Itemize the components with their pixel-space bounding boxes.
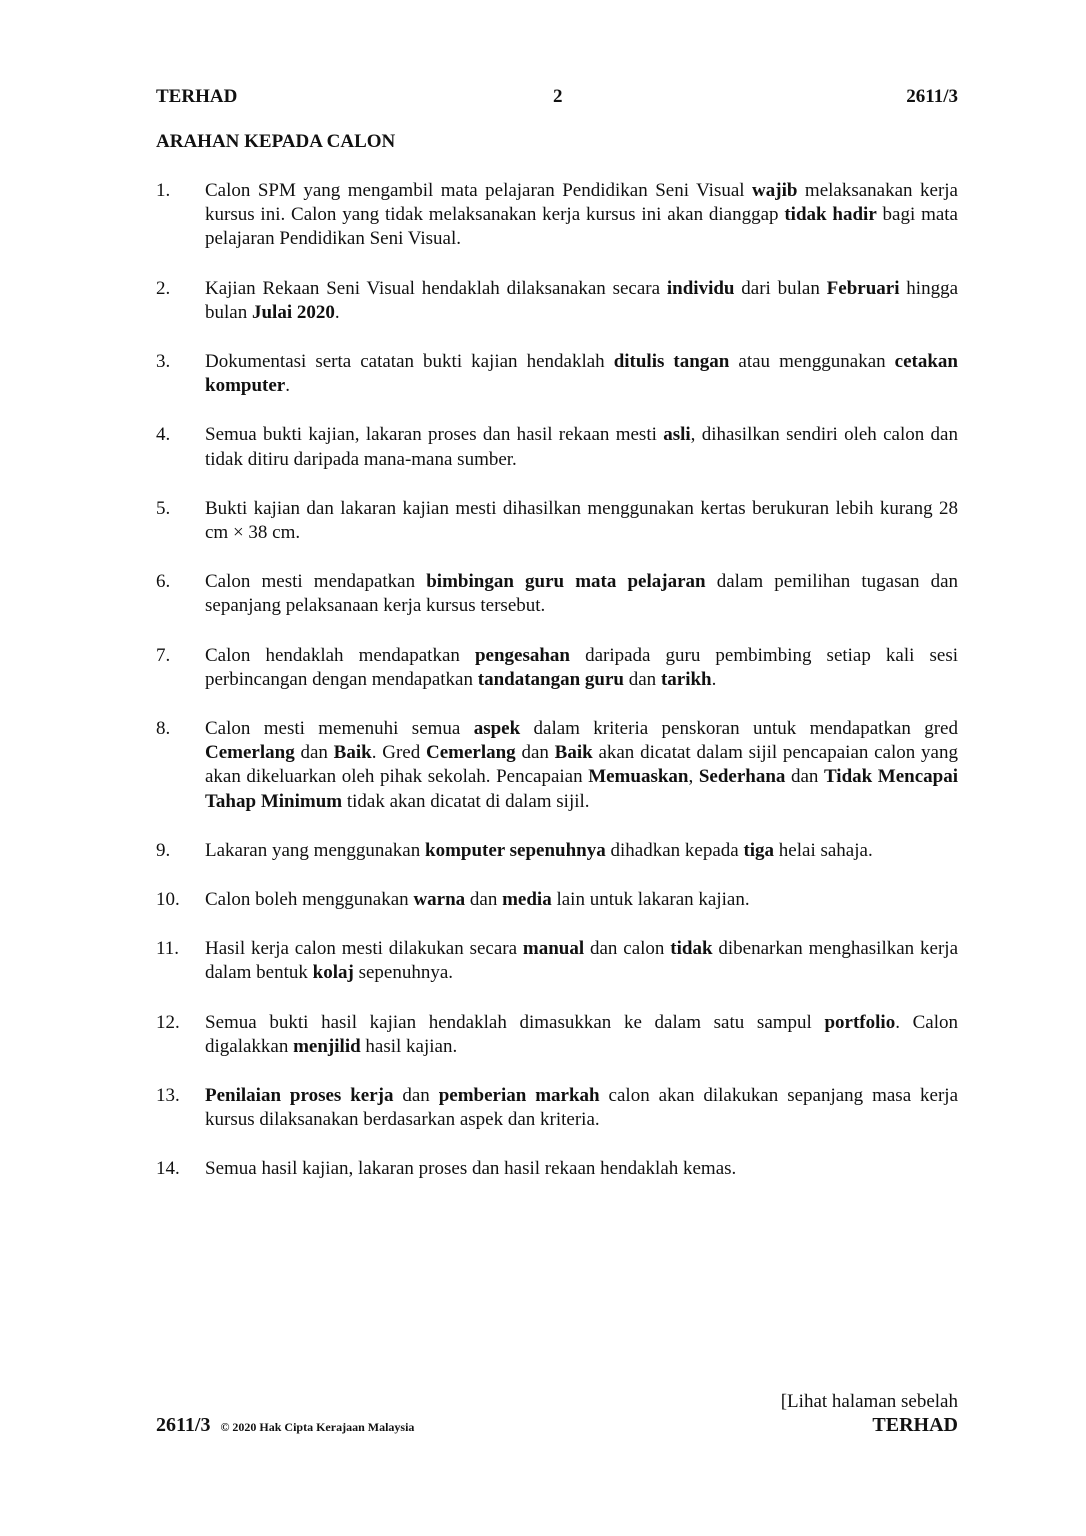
instruction-number: 6. xyxy=(156,571,171,593)
text-run: dihadkan kepada xyxy=(605,839,744,861)
emphasis-text: Julai 2020 xyxy=(251,301,335,323)
text-run: dalam kriteria penskoran untuk mendapatkan gred xyxy=(520,718,958,740)
text-run: tidak akan dicatat di dalam sijil. xyxy=(342,790,590,812)
instruction-number: 9. xyxy=(156,839,171,861)
instruction-item xyxy=(156,1084,958,1132)
instruction-item xyxy=(156,717,958,814)
instruction-number: 3. xyxy=(156,351,171,373)
instruction-text xyxy=(205,1084,958,1132)
instruction-number: 1. xyxy=(156,180,171,201)
instruction-number: 8. xyxy=(156,718,171,740)
text-run: Calon boleh menggunakan xyxy=(205,889,414,911)
instruction-number: 12. xyxy=(156,1011,180,1033)
instruction-number: 13. xyxy=(156,1085,180,1107)
emphasis-text: wajib xyxy=(752,180,798,201)
emphasis-text: ditulis tangan xyxy=(613,351,730,373)
instruction-text xyxy=(205,179,958,252)
text-run: hingga bulan xyxy=(205,277,959,323)
text-run: dan xyxy=(785,766,824,788)
text-run: dan calon xyxy=(584,938,671,960)
emphasis-text: warna xyxy=(413,889,466,911)
text-run: dibenarkan menghasilkan kerja dalam bentuk xyxy=(205,938,958,984)
text-run: Semua hasil kajian, lakaran proses dan hasil rekaan hendaklah kemas. xyxy=(205,1158,737,1180)
instruction-item xyxy=(156,179,958,252)
footer-classification: TERHAD xyxy=(872,1414,958,1436)
text-run: dan xyxy=(393,1085,439,1107)
text-run: dan xyxy=(294,742,334,764)
text-run: Calon hendaklah mendapatkan xyxy=(205,644,475,666)
text-run: dalam pemilihan tugasan dan sepanjang pelaksanaan kerja kursus tersebut. xyxy=(205,571,958,617)
text-run: Lakaran yang menggunakan xyxy=(205,839,425,861)
page-header xyxy=(156,86,958,110)
instruction-number: 2. xyxy=(156,277,171,299)
text-run: , xyxy=(688,766,699,788)
header-paper-code: 2611/3 xyxy=(906,86,958,107)
text-run: . xyxy=(285,375,290,397)
emphasis-text: asli xyxy=(663,424,691,446)
text-run: Semua bukti hasil kajian hendaklah dimasukkan ke dalam satu sampul xyxy=(205,1011,825,1033)
text-run: lain untuk lakaran kajian. xyxy=(551,889,750,911)
instruction-item xyxy=(156,839,958,863)
text-run: . Gred xyxy=(371,742,426,764)
instruction-text xyxy=(205,277,958,325)
emphasis-text: Cemerlang xyxy=(205,742,295,764)
emphasis-text: Baik xyxy=(333,742,372,764)
emphasis-text: Cemerlang xyxy=(425,742,516,764)
copyright-notice: © 2020 Hak Cipta Kerajaan Malaysia xyxy=(220,1420,415,1434)
emphasis-text: Baik xyxy=(554,742,593,764)
text-run: Calon SPM yang mengambil mata pelajaran Pendidikan Seni Visual xyxy=(205,180,753,201)
instruction-number: 11. xyxy=(156,938,180,960)
instruction-text xyxy=(205,570,958,618)
instruction-number: 7. xyxy=(156,644,171,666)
text-run: . Calon digalakkan xyxy=(205,1011,959,1057)
instruction-text xyxy=(205,644,958,692)
instruction-number: 4. xyxy=(156,424,171,446)
emphasis-text: Tidak Mencapai Tahap Minimum xyxy=(205,766,958,812)
instruction-item xyxy=(156,937,958,985)
instruction-item xyxy=(156,570,958,618)
emphasis-text: pemberian markah xyxy=(438,1085,600,1107)
instruction-text xyxy=(205,1157,958,1181)
emphasis-text: Penilaian proses kerja xyxy=(205,1085,394,1107)
instruction-text xyxy=(205,350,958,398)
text-run: Semua bukti kajian, lakaran proses dan hasil rekaan mesti xyxy=(205,424,664,446)
header-classification: TERHAD xyxy=(156,86,238,107)
text-run: Hasil kerja calon mesti dilakukan secara xyxy=(205,938,523,960)
text-run: akan dicatat dalam sijil pencapaian calon yang akan dikeluarkan oleh pihak sekolah. Pencapaian xyxy=(205,742,958,788)
text-run: dan xyxy=(465,889,503,911)
instruction-text xyxy=(205,1011,958,1059)
instruction-item xyxy=(156,1157,958,1181)
text-run: dari bulan xyxy=(734,277,827,299)
footer-paper-code: 2611/3 xyxy=(156,1414,211,1436)
text-run: Calon mesti memenuhi semua xyxy=(205,718,474,740)
instruction-list xyxy=(156,179,958,1207)
text-run: dan xyxy=(624,668,661,690)
instruction-text xyxy=(205,888,958,912)
text-run: melaksanakan kerja kursus ini. Calon yang tidak melaksanakan kerja kursus ini akan dianggap xyxy=(205,180,958,226)
text-run: helai sahaja. xyxy=(774,839,873,861)
text-run: , dihasilkan sendiri oleh calon dan tidak ditiru daripada mana-mana sumber. xyxy=(205,424,958,470)
emphasis-text: tiga xyxy=(743,839,775,861)
section-title: ARAHAN KEPADA CALON xyxy=(156,131,396,152)
text-run: Calon mesti mendapatkan xyxy=(205,571,427,593)
instruction-text xyxy=(205,937,958,985)
footer-left xyxy=(156,1414,414,1437)
text-run: . xyxy=(711,668,717,690)
emphasis-text: bimbingan guru mata pelajaran xyxy=(426,571,706,593)
text-run: daripada guru pembimbing setiap kali sesi perbincangan dengan mendapatkan xyxy=(205,644,958,690)
instruction-item xyxy=(156,888,958,912)
instruction-number: 5. xyxy=(156,497,171,519)
emphasis-text: menjilid xyxy=(293,1035,361,1057)
emphasis-text: Memuaskan xyxy=(588,766,689,788)
instruction-item xyxy=(156,423,958,471)
emphasis-text: Februari xyxy=(826,277,900,299)
text-run: calon akan dilakukan sepanjang masa kerja kursus dilaksanakan berdasarkan aspek dan kriteria. xyxy=(205,1085,959,1131)
text-run: Kajian Rekaan Seni Visual hendaklah dilaksanakan secara xyxy=(205,277,667,299)
text-run: hasil kajian. xyxy=(360,1035,458,1057)
instruction-item xyxy=(156,497,958,545)
page-number: 2 xyxy=(553,86,563,107)
instruction-item xyxy=(156,1011,958,1059)
emphasis-text: pengesahan xyxy=(474,644,570,666)
emphasis-text: cetakan komputer xyxy=(205,351,958,397)
emphasis-text: manual xyxy=(522,938,585,960)
instruction-text xyxy=(205,839,958,863)
text-run: sepenuhnya. xyxy=(353,962,454,984)
text-run: dan xyxy=(515,742,555,764)
emphasis-text: tidak hadir xyxy=(784,204,877,226)
instruction-item xyxy=(156,644,958,692)
emphasis-text: komputer sepenuhnya xyxy=(425,839,606,861)
instruction-item xyxy=(156,277,958,325)
instruction-text xyxy=(205,717,958,814)
emphasis-text: Sederhana xyxy=(698,766,786,788)
text-run: Bukti kajian dan lakaran kajian mesti dihasilkan menggunakan kertas berukuran lebih kurang 28 cm × 38 cm. xyxy=(205,497,958,544)
instruction-item xyxy=(156,350,958,398)
text-run: Dokumentasi serta catatan bukti kajian hendaklah xyxy=(205,351,614,373)
emphasis-text: media xyxy=(502,889,552,911)
emphasis-text: aspek xyxy=(473,718,521,740)
text-run: bagi mata pelajaran Pendidikan Seni Visual. xyxy=(205,204,958,250)
emphasis-text: individu xyxy=(666,277,735,299)
emphasis-text: kolaj xyxy=(312,962,354,984)
text-run: atau menggunakan xyxy=(729,351,895,373)
instruction-number: 14. xyxy=(156,1158,180,1180)
emphasis-text: portfolio xyxy=(824,1011,896,1033)
emphasis-text: tandatangan guru xyxy=(477,668,624,690)
next-page-note: [Lihat halaman sebelah xyxy=(780,1391,958,1412)
emphasis-text: tidak xyxy=(670,938,713,960)
instruction-text xyxy=(205,497,958,545)
instruction-text xyxy=(205,423,958,471)
instruction-number: 10. xyxy=(156,889,180,911)
emphasis-text: tarikh xyxy=(660,668,712,690)
text-run: . xyxy=(334,301,340,323)
